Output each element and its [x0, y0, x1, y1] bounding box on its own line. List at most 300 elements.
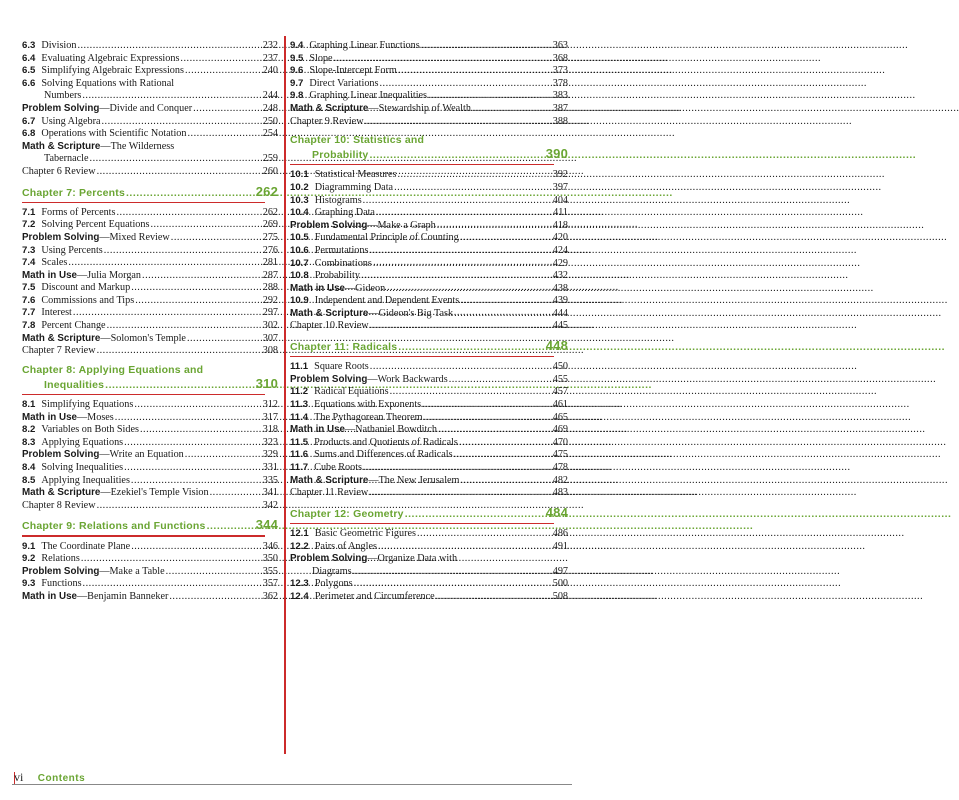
section-number: 6.6 [22, 77, 36, 89]
page-number: 469 [552, 424, 568, 436]
entry-row [290, 449, 568, 462]
page-number: 281 [262, 257, 278, 269]
section-number: 6.3 [22, 40, 36, 51]
footer-section-label: Contents [37, 773, 86, 784]
dot-leader [185, 65, 262, 78]
toc-feature-entry [290, 475, 568, 488]
entry-title: Probability [314, 270, 360, 282]
entry-title-group [290, 437, 458, 450]
chapter-page-number: 448 [545, 338, 568, 354]
chapter-row [290, 147, 568, 162]
entry-title: Diagramming Data [314, 181, 394, 193]
section-number: 8.3 [22, 436, 36, 448]
entry-title: The Coordinate Plane [41, 540, 131, 552]
section-number: 9.8 [290, 90, 304, 102]
dot-leader [369, 487, 551, 500]
section-number: 10.4 [290, 207, 309, 219]
dot-leader [369, 149, 544, 162]
page-number: 260 [262, 165, 278, 177]
chapter-row [22, 377, 278, 392]
entry-row [290, 475, 568, 488]
dot-leader [68, 257, 261, 270]
entry-title: —Julia Morgan [76, 269, 142, 281]
dot-leader [180, 53, 261, 66]
chapter-title-cont: Inequalities [44, 378, 105, 391]
entry-title: Graphing Linear Inequalities [309, 90, 428, 102]
chapter-page-number: 484 [545, 504, 568, 520]
entry-title-group [22, 245, 103, 258]
chapter-heading [290, 506, 568, 524]
entry-row [290, 207, 568, 220]
entry-row [290, 320, 568, 333]
toc-feature-entry [22, 566, 278, 579]
toc-entry [290, 386, 568, 399]
dot-leader [81, 553, 262, 566]
entry-title: Combinations [314, 257, 372, 269]
toc-feature-entry [290, 283, 568, 296]
toc-entry [22, 78, 278, 103]
chapter-title: Chapter 12: Geometry [290, 507, 404, 520]
page-number: 457 [552, 386, 568, 398]
section-number: 12.1 [290, 527, 309, 539]
entry-title: —Divide and Conquer [99, 102, 193, 114]
toc-feature-entry [290, 424, 568, 437]
dot-leader [369, 245, 551, 258]
page-number: 317 [262, 411, 278, 423]
page-number: 445 [552, 320, 568, 332]
entry-title: Square Roots [314, 361, 369, 373]
feature-label: Problem Solving [290, 373, 368, 385]
entry-title-group [22, 424, 139, 437]
dot-leader [171, 232, 262, 245]
entry-title: —The New Jerusalem [368, 474, 460, 486]
toc-feature-entry [22, 141, 278, 166]
dot-leader [417, 528, 552, 541]
section-number: 11.3 [290, 399, 309, 411]
entry-row [22, 219, 278, 232]
entry-row [22, 487, 278, 500]
dot-leader [454, 308, 552, 321]
dot-leader [472, 103, 552, 116]
dot-leader [378, 541, 552, 554]
entry-title: Operations with Scientific Notation [41, 128, 187, 140]
entry-title: —Make a Table [99, 565, 165, 577]
section-number: 6.5 [22, 65, 36, 77]
chapter-page-number: 310 [255, 375, 278, 391]
chapter-heading [290, 134, 568, 165]
entry-row [22, 128, 278, 141]
entry-row [22, 282, 278, 295]
entry-title: —Make a Graph [367, 219, 436, 231]
entry-row [290, 182, 568, 195]
feature-label: Math & Scripture [290, 102, 369, 114]
entry-title: Forms of Percents [41, 206, 116, 218]
entry-title: Histograms [314, 194, 362, 206]
entry-title-group [22, 232, 170, 245]
page-number: 404 [552, 194, 568, 206]
page-number: 470 [552, 436, 568, 448]
toc-entry [22, 399, 278, 412]
entry-row [22, 591, 278, 604]
dot-leader [82, 90, 261, 103]
entry-title: Chapter 10 Review [290, 320, 369, 332]
page-number: 491 [552, 540, 568, 552]
section-number: 7.7 [22, 307, 36, 319]
entry-row [22, 553, 278, 566]
entry-title: —Stewardship of Wealth [368, 102, 471, 114]
dot-leader [73, 307, 262, 320]
dot-leader [135, 295, 262, 308]
dot-leader [166, 566, 262, 579]
section-number: 7.3 [22, 244, 36, 256]
entry-row [22, 449, 278, 462]
page-number: 232 [262, 40, 278, 51]
entry-title-group [290, 487, 368, 500]
page-number: 439 [552, 295, 568, 307]
section-number: 6.8 [22, 128, 36, 140]
entry-row [290, 40, 568, 53]
page-number: 329 [262, 449, 278, 461]
entry-row [290, 283, 568, 296]
dot-leader [405, 508, 545, 521]
dot-leader [105, 379, 255, 392]
toc-entry [290, 578, 568, 591]
entry-title: Solving Inequalities [41, 462, 124, 473]
page-number: 483 [552, 487, 568, 499]
dot-leader [460, 295, 551, 308]
entry-title-group [290, 386, 389, 399]
entry-row [290, 220, 568, 233]
entry-row [290, 578, 568, 591]
page-number: 357 [262, 578, 278, 590]
entry-row [290, 528, 568, 541]
entry-title-cont: Numbers [44, 90, 82, 102]
entry-title: Simplifying Equations [41, 399, 134, 411]
entry-row [290, 258, 568, 271]
toc-feature-entry [290, 553, 568, 578]
dot-leader [83, 578, 262, 591]
feature-label: Problem Solving [290, 219, 368, 231]
toc-entry [290, 90, 568, 103]
entry-row [22, 153, 278, 166]
dot-leader [398, 65, 552, 78]
dot-leader [142, 270, 262, 283]
page-number: 323 [262, 436, 278, 448]
entry-title: —Write an Equation [99, 449, 184, 461]
feature-label: Math & Scripture [290, 474, 369, 486]
entry-title: —Organize Data with [367, 553, 458, 565]
dot-leader [370, 320, 552, 333]
entry-title: Using Percents [41, 244, 103, 256]
column-divider [284, 36, 286, 754]
dot-leader [97, 166, 262, 179]
entry-title: —Ezekiel's Temple Vision [100, 487, 209, 499]
dot-leader [363, 462, 552, 475]
entry-title: —Work Backwards [367, 373, 448, 385]
dot-leader [188, 128, 262, 141]
feature-label: Math & Scripture [290, 307, 369, 319]
entry-title-group [22, 591, 168, 604]
dot-leader [365, 116, 552, 129]
dot-leader [394, 182, 552, 195]
entry-title-group [22, 307, 72, 320]
chapter-underline [22, 202, 265, 203]
page-number: 276 [262, 244, 278, 256]
toc-entry [290, 295, 568, 308]
entry-row [290, 386, 568, 399]
dot-leader [353, 566, 552, 579]
entry-title: Solving Equations with Rational [41, 77, 175, 89]
dot-leader [131, 541, 262, 554]
entry-title-group [22, 116, 100, 129]
toc-entry [22, 245, 278, 258]
toc-feature-entry [22, 449, 278, 462]
dot-leader [421, 40, 552, 53]
entry-row [290, 399, 568, 412]
entry-title: Functions [41, 578, 82, 590]
toc-entry [290, 399, 568, 412]
entry-row [290, 232, 568, 245]
page-number: 387 [552, 102, 568, 114]
section-number: 6.7 [22, 115, 36, 127]
page-number: 438 [552, 282, 568, 294]
entry-row [290, 308, 568, 321]
toc-entry [22, 578, 278, 591]
page-number: 392 [552, 169, 568, 181]
entry-title-group [22, 566, 165, 579]
entry-title: —Nathaniel Bowditch [344, 424, 437, 436]
dot-leader [207, 520, 255, 533]
entry-title-group [290, 412, 423, 425]
toc-entry [290, 591, 568, 604]
page-number: 297 [262, 307, 278, 319]
toc-entry [22, 282, 278, 295]
toc-entry [22, 219, 278, 232]
footer-page-number: vi [14, 770, 24, 784]
entry-row [22, 307, 278, 320]
entry-title: Division [41, 40, 77, 51]
feature-label: Math & Scripture [22, 332, 101, 344]
dot-leader [193, 103, 262, 116]
feature-label: Math in Use [22, 411, 77, 423]
section-number: 7.8 [22, 320, 36, 332]
dot-leader [379, 78, 551, 91]
entry-title: —Mixed Review [99, 231, 170, 243]
entry-title-group [22, 399, 133, 412]
section-number: 7.6 [22, 294, 36, 306]
toc-feature-entry [22, 270, 278, 283]
chapter-title: Chapter 10: Statistics and [290, 134, 425, 147]
page-number: 287 [262, 269, 278, 281]
page-number: 444 [552, 307, 568, 319]
entry-title-group [22, 500, 96, 513]
entry-title-group [22, 282, 130, 295]
entry-row [22, 245, 278, 258]
page-number: 307 [262, 332, 278, 344]
feature-label: Problem Solving [22, 565, 100, 577]
page-number: 269 [262, 219, 278, 231]
page-number: 388 [552, 115, 568, 127]
page-number: 259 [262, 153, 278, 165]
entry-title: —Moses [76, 411, 114, 423]
toc-feature-entry [290, 103, 568, 116]
entry-title-group [290, 591, 435, 604]
toc-entry [290, 258, 568, 271]
section-number: 11.1 [290, 361, 309, 373]
dot-leader [424, 412, 552, 425]
page-footer [14, 768, 85, 784]
entry-title-group [22, 475, 130, 488]
chapter-underline [290, 164, 554, 165]
page-number: 368 [552, 52, 568, 64]
page-number: 237 [262, 52, 278, 64]
entry-title: Applying Inequalities [41, 474, 130, 486]
entry-row [22, 40, 278, 53]
dot-leader [210, 487, 262, 500]
entry-row [22, 541, 278, 554]
toc-entry [290, 65, 568, 78]
toc-review-entry [290, 116, 568, 129]
section-number: 11.7 [290, 462, 309, 473]
entry-row [22, 270, 278, 283]
entry-title-group [290, 374, 448, 387]
entry-title-group [22, 449, 184, 462]
dot-leader [370, 361, 552, 374]
toc-review-entry [22, 166, 278, 179]
page-number: 244 [262, 90, 278, 102]
entry-title-group [22, 257, 67, 270]
entry-row [290, 462, 568, 475]
entry-row [290, 270, 568, 283]
section-number: 7.2 [22, 219, 36, 231]
page-number: 432 [552, 270, 568, 282]
entry-title-group [290, 361, 369, 374]
dot-leader [150, 219, 261, 232]
section-number: 10.2 [290, 181, 309, 193]
entry-title-group [290, 90, 427, 103]
entry-row [22, 345, 278, 358]
page-number: 383 [552, 90, 568, 102]
entry-row [22, 295, 278, 308]
entry-row [22, 399, 278, 412]
page-number: 450 [552, 361, 568, 373]
section-number: 7.5 [22, 282, 36, 294]
toc-entry [290, 412, 568, 425]
entry-title-group [22, 53, 179, 66]
dot-leader [363, 195, 552, 208]
entry-title: Scales [41, 257, 68, 269]
entry-title: Chapter 8 Review [22, 499, 96, 511]
page-number: 254 [262, 128, 278, 140]
entry-title: Simplifying Algebraic Expressions [41, 65, 184, 77]
entry-row [290, 116, 568, 129]
section-number: 9.2 [22, 553, 36, 565]
entry-title: Pairs of Angles [314, 540, 377, 552]
entry-title: Radical Equations [314, 386, 389, 398]
entry-row [22, 116, 278, 129]
page-number: 331 [262, 462, 278, 473]
entry-title: Perimeter and Circumference [314, 590, 435, 602]
toc-entry [22, 475, 278, 488]
chapter-row [22, 185, 278, 200]
toc-entry [290, 449, 568, 462]
entry-row [290, 169, 568, 182]
chapter-heading [22, 364, 278, 395]
page-number: 335 [262, 474, 278, 486]
entry-row [22, 103, 278, 116]
toc-review-entry [22, 345, 278, 358]
feature-label: Problem Solving [22, 102, 100, 114]
dot-leader [104, 245, 262, 258]
section-number: 11.6 [290, 449, 309, 461]
chapter-title: Chapter 8: Applying Equations and [22, 363, 204, 376]
dot-leader [134, 399, 261, 412]
page-number: 497 [552, 565, 568, 577]
toc-review-entry [290, 320, 568, 333]
entry-title-group [290, 232, 459, 245]
entry-title: Statistical Measures [314, 169, 397, 181]
entry-title-group [290, 40, 420, 53]
page-number: 240 [262, 65, 278, 77]
page-number: 482 [552, 474, 568, 486]
page-number: 342 [262, 499, 278, 511]
dot-leader [390, 386, 552, 399]
entry-row [22, 462, 278, 475]
page-number: 308 [262, 345, 278, 357]
entry-first-line [22, 78, 278, 91]
section-number: 9.1 [22, 540, 36, 552]
entry-title-group [22, 437, 123, 450]
chapter-heading [22, 518, 278, 536]
section-number: 9.4 [290, 40, 304, 51]
entry-title-group [22, 541, 130, 554]
entry-title: Applying Equations [41, 436, 124, 448]
page-number: 275 [262, 231, 278, 243]
entry-title: Chapter 11 Review [290, 487, 369, 499]
entry-title-group [22, 65, 184, 78]
toc-entry [290, 195, 568, 208]
entry-title-group [22, 103, 192, 116]
entry-row [22, 566, 278, 579]
toc-entry [290, 207, 568, 220]
chapter-underline [290, 356, 554, 357]
dot-leader [77, 40, 261, 53]
chapter-title: Chapter 11: Radicals [290, 341, 398, 354]
dot-leader [398, 341, 544, 354]
entry-title-group [22, 462, 123, 475]
entry-title-group [22, 219, 149, 232]
toc-entry [290, 437, 568, 450]
entry-row [22, 578, 278, 591]
entry-title: Solving Percent Equations [41, 219, 150, 231]
dot-leader [140, 424, 262, 437]
section-number: 9.7 [290, 77, 304, 89]
section-number: 12.2 [290, 540, 309, 552]
toc-entry [22, 424, 278, 437]
entry-title: —Solomon's Temple [100, 332, 186, 344]
entry-title-group [290, 258, 372, 271]
page-number: 292 [262, 294, 278, 306]
toc-feature-entry [22, 103, 278, 116]
entry-row [22, 437, 278, 450]
section-number: 8.2 [22, 424, 36, 436]
dot-leader [97, 500, 262, 513]
entry-title: Chapter 6 Review [22, 165, 96, 177]
feature-label: Math in Use [290, 424, 345, 436]
entry-title: Percent Change [41, 320, 106, 332]
dot-leader [169, 591, 261, 604]
entry-row [290, 437, 568, 450]
